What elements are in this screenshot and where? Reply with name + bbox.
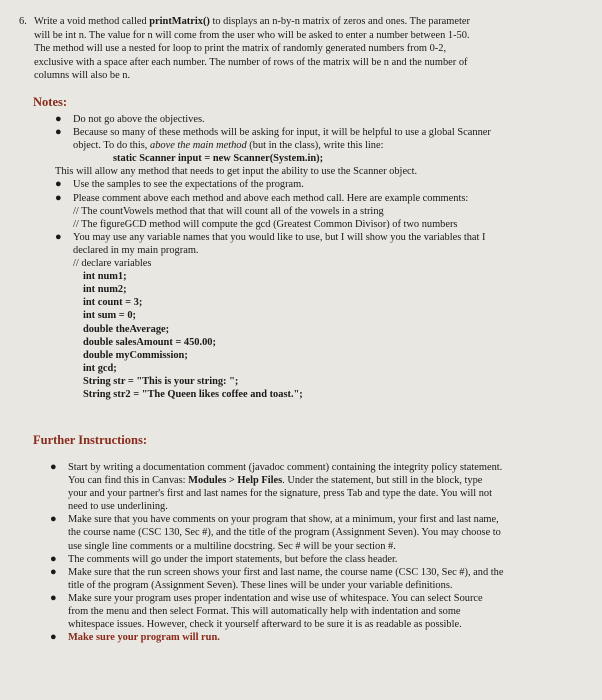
variable-declaration: double theAverage; [83,323,170,335]
bullet-icon: ● [50,513,57,526]
question-6 [19,15,579,83]
bullet-icon: ● [50,591,57,604]
list-item: ● Because so many of these methods will be asking for input, it will be helpful to use a global Scanner object. To do this, above the main method (but in the class), write this line: static Scanner input = new Scanner(System.in); This will allow any method that needs to get input the ability to use the Scanner object. [55,126,585,178]
bullet-icon: ● [55,191,62,204]
list-item [50,631,580,644]
variable-declaration: int num2; [83,284,127,296]
variable-declaration: double myCommission; [83,349,188,361]
question-line-1: Write a void method called printMatrix() to displays an n-by-n matrix of zeros and ones. The parameter [34,16,470,27]
bullet-icon: ● [55,178,62,191]
list-item: ● Do not go above the objectives. [55,113,205,125]
bullet-icon: ● [55,230,62,243]
list-item: ● Please comment above each method and above each method call. Here are example comments: // The countVowels method that that will count all of the vowels in a string // The figureGCD method will compute the gcd (Greatest Common Divisor) of two numbers [55,192,585,231]
bullet-icon: ● [50,461,57,473]
example-comment: // The countVowels method that that will count all of the vowels in a string [73,205,384,217]
list-item: ● Make sure that the run screen shows your first and last name, the course name (CSC 130, Sec #), and the title of the program (Assignment Seven). These lines will be under your variable definitions. [50,565,504,591]
scanner-code-line: static Scanner input = new Scanner(System.in); [113,153,324,165]
question-line-3: The method will use a nested for loop to print the matrix of randomly generated numbers from 0-2, [34,43,447,54]
variable-declaration: int count = 3; [83,297,143,309]
list-item: ● Make sure that you have comments on your program that show, at a minimum, your first and last name, the course name (CSC 130, Sec #), and the title of the program (Assignment Seven). You may choose to use single line comments or a multiline docstring. Sec # will be your section #. [50,513,501,552]
variable-declaration: int gcd; [83,362,117,374]
notes-heading: Notes: [33,95,68,109]
question-number: 6. [19,16,27,27]
run-reminder: Make sure your program will run. [68,632,220,644]
question-line-5: columns will also be n. [34,70,131,81]
method-name: printMatrix() [149,16,210,27]
bullet-icon: ● [50,565,57,578]
variable-declaration: double salesAmount = 450.00; [83,336,216,348]
list-item: ● Use the samples to see the expectations of the program. [55,178,304,191]
list-item: ● Make sure your program uses proper indentation and wise use of whitespace. You can select Source from the menu and then select Format. This will automatically help with indentation and some whitespace issues. However, check it yourself afterward to be sure it is as readable as possible. [50,591,483,631]
question-line-2: will be int n. The value for n will come from the user who will be asked to enter a number between 1-50. [34,29,470,41]
question-line-4: exclusive with a space after each number. The number of rows of the matrix will be n and the number of [34,56,468,68]
variable-declaration: String str = "This is your string: "; [83,375,239,387]
bullet-icon: ● [55,126,62,139]
variable-declaration: int num1; [83,271,127,283]
list-item: ● You may use any variable names that you would like to use, but I will show you the variables that I declared in my main program. // declare variables int num1; int num2; int count = 3; int sum = 0; double theAverage; double salesAmount = 450.00; double myCommission; int gcd; String str = "This is your string: "; String str2 = "The Queen likes coffee and toast."; [55,231,585,401]
further-instructions-heading: Further Instructions: [33,433,148,447]
bullet-icon: ● [55,113,62,125]
notes-list [55,113,585,401]
further-instructions-list [50,461,580,644]
variable-declaration: String str2 = "The Queen likes coffee and toast."; [83,388,303,400]
variable-declaration: int sum = 0; [83,310,136,322]
bullet-icon: ● [50,552,57,565]
list-item: ● The comments will go under the import statements, but before the class header. [50,552,398,565]
bullet-icon: ● [50,631,57,644]
list-item: ● Start by writing a documentation comment (javadoc comment) containing the integrity policy statement. You can find this in Canvas: Modules > Help Files. Under the statement, but still in the block, type your and your partner's first and last names for the signature, press Tab and type the date. You will not need to use underlining. [50,461,503,513]
example-comment: // The figureGCD method will compute the gcd (Greatest Common Divisor) of two numbers [73,218,458,230]
